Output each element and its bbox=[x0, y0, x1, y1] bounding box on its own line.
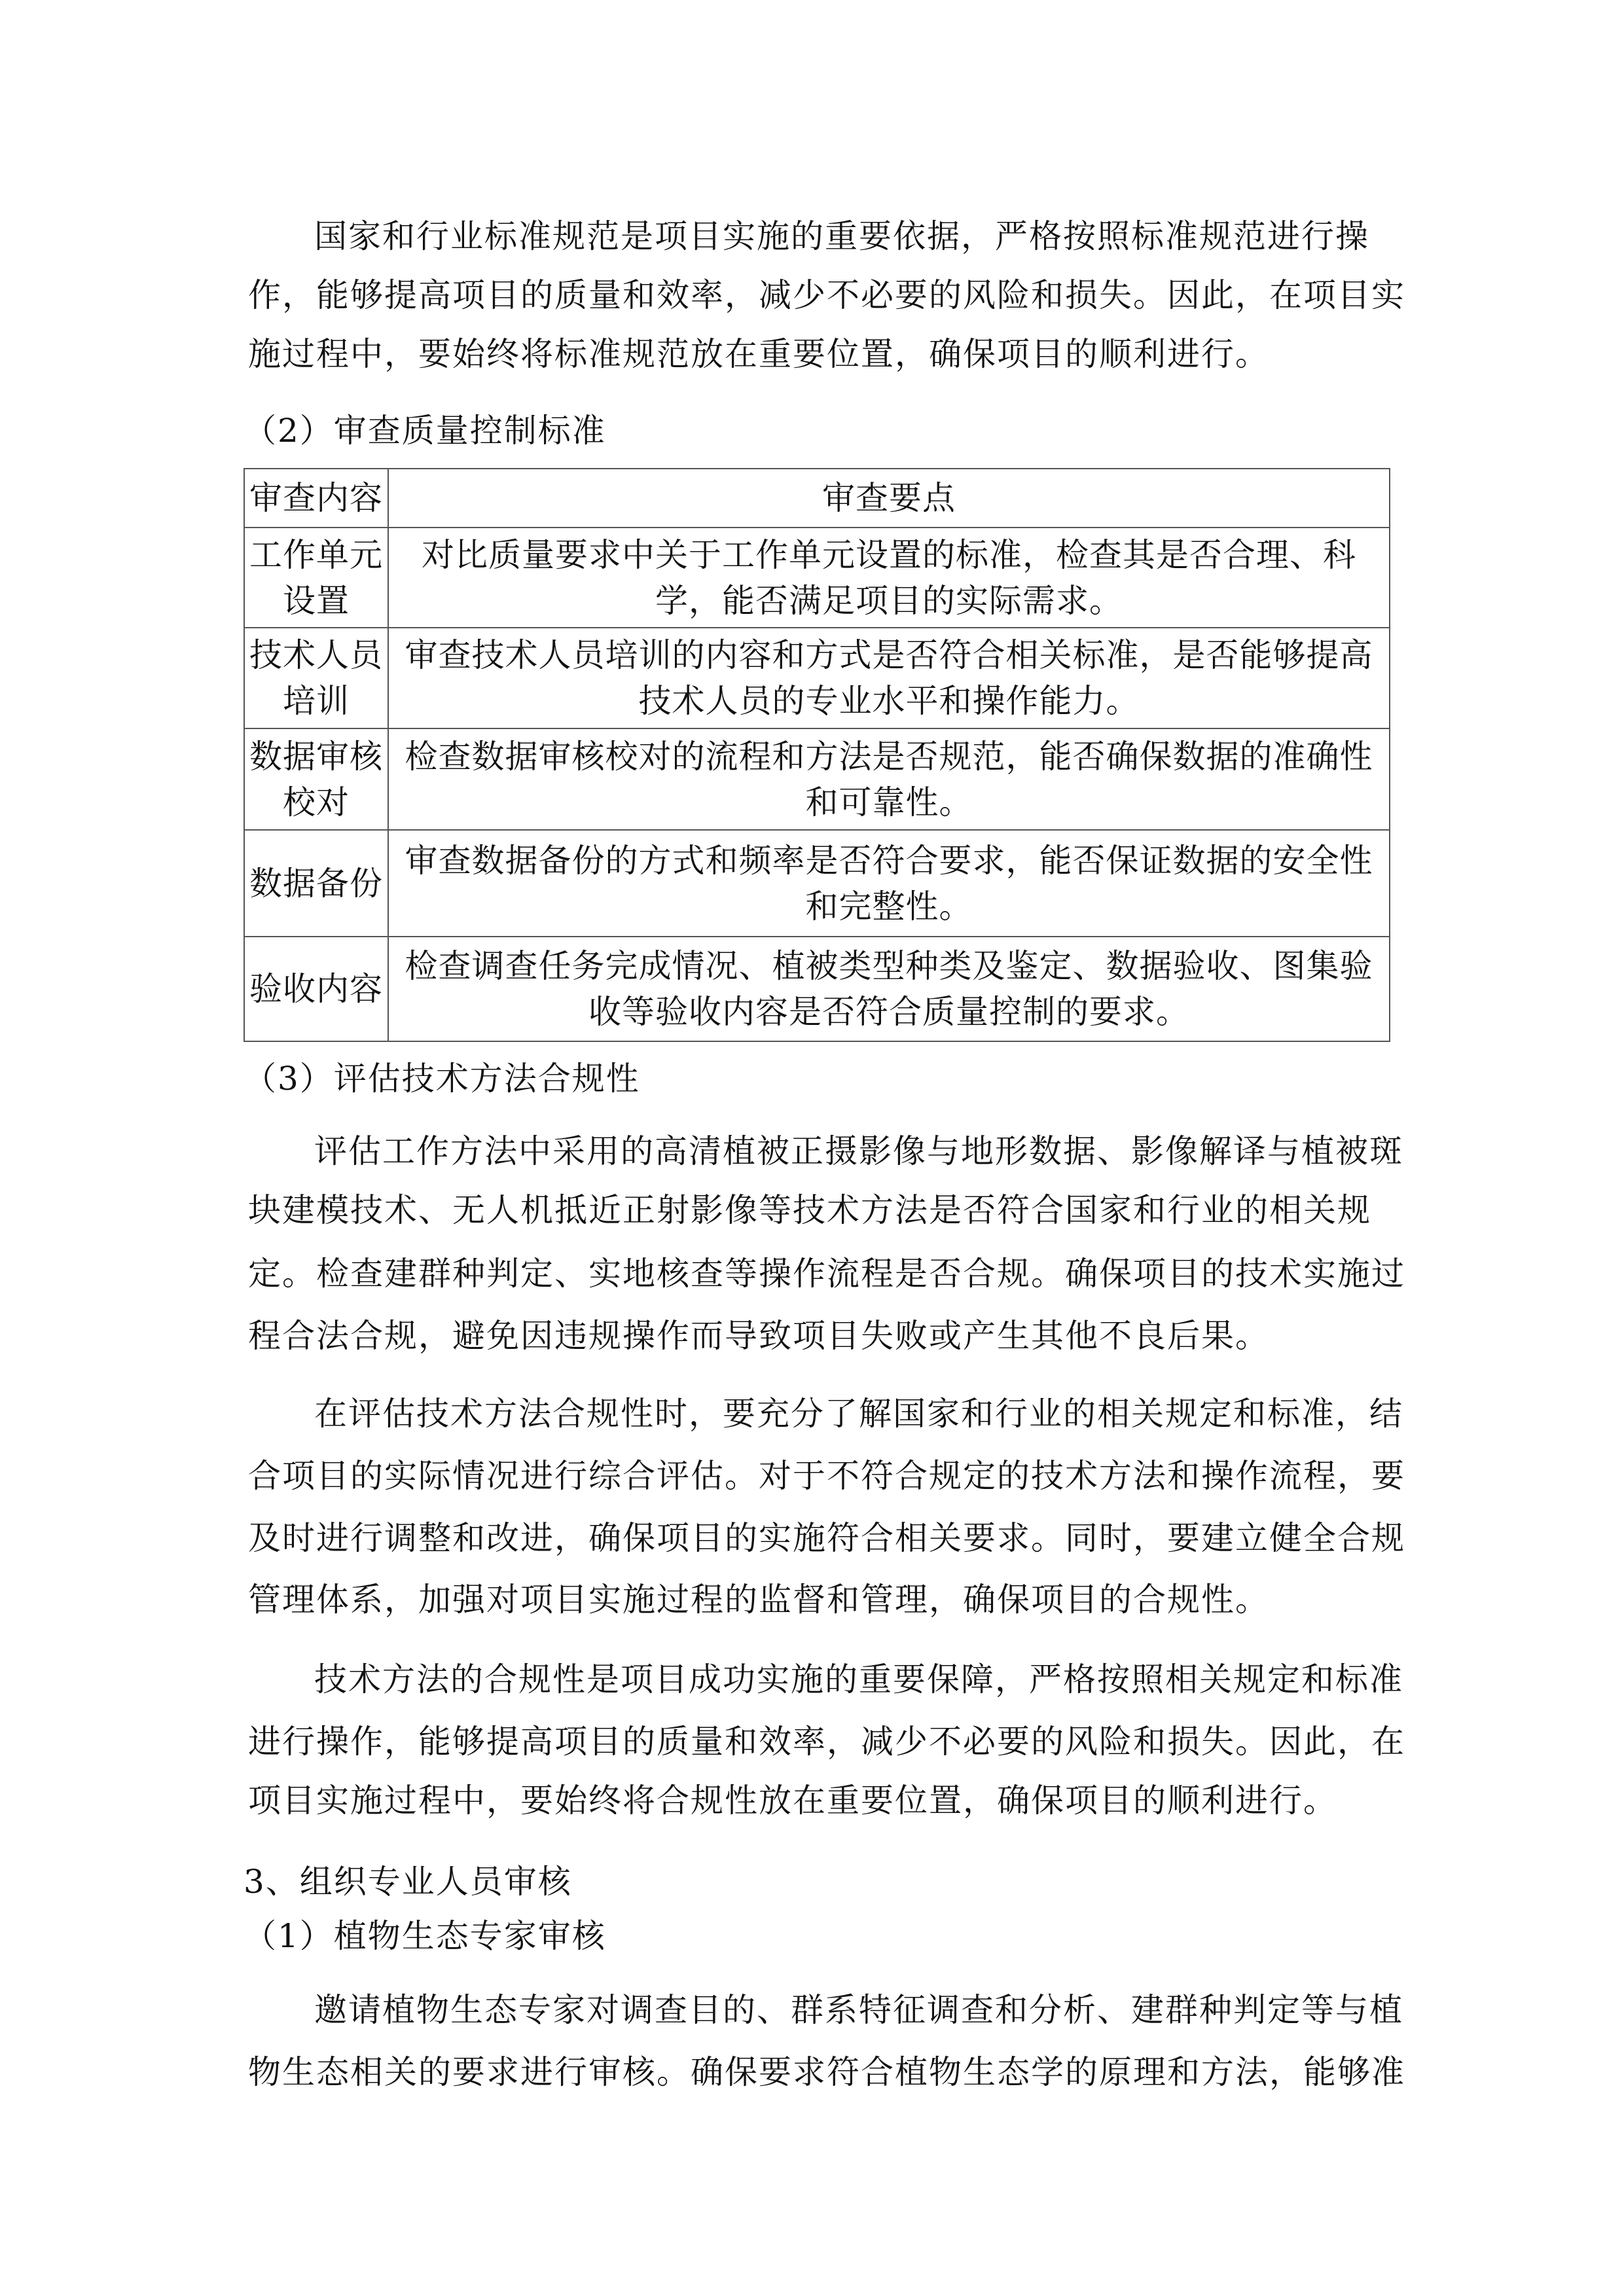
paragraph-line: 程合法合规，避免因违规操作而导致项目失败或产生其他不良后果。 bbox=[248, 1317, 1269, 1355]
table-cell-item: 数据审核校对 bbox=[244, 728, 388, 830]
paragraph-line: 项目实施过程中，要始终将合规性放在重要位置，确保项目的顺利进行。 bbox=[248, 1782, 1337, 1820]
table-row bbox=[244, 628, 1390, 728]
table-header-row bbox=[244, 469, 1390, 528]
table-cell-point: 检查数据审核校对的流程和方法是否规范，能否确保数据的准确性和可靠性。 bbox=[388, 728, 1390, 830]
table-cell-point: 对比质量要求中关于工作单元设置的标准，检查其是否合理、科学，能否满足项目的实际需求。 bbox=[388, 528, 1390, 628]
paragraph-line: 邀请植物生态专家对调查目的、群系特征调查和分析、建群种判定等与植 bbox=[314, 1991, 1403, 2029]
subheading: （2）审查质量控制标准 bbox=[244, 412, 606, 450]
paragraph-line: 管理体系，加强对项目实施过程的监督和管理，确保项目的合规性。 bbox=[248, 1581, 1269, 1619]
paragraph-line: 技术方法的合规性是项目成功实施的重要保障，严格按照相关规定和标准 bbox=[314, 1660, 1403, 1698]
table-row bbox=[244, 528, 1390, 628]
table-cell-point: 审查技术人员培训的内容和方式是否符合相关标准，是否能够提高技术人员的专业水平和操作能力。 bbox=[388, 628, 1390, 728]
table-cell-item: 工作单元设置 bbox=[244, 528, 388, 628]
paragraph-line: 物生态相关的要求进行审核。确保要求符合植物生态学的原理和方法，能够准 bbox=[248, 2053, 1405, 2091]
table-row bbox=[244, 937, 1390, 1041]
paragraph-line: 及时进行调整和改进，确保项目的实施符合相关要求。同时，要建立健全合规 bbox=[248, 1519, 1405, 1557]
quality-control-table bbox=[244, 468, 1390, 1042]
section-heading: 3、组织专业人员审核 bbox=[244, 1863, 572, 1901]
paragraph-line: 在评估技术方法合规性时，要充分了解国家和行业的相关规定和标准，结 bbox=[314, 1395, 1403, 1433]
table-cell-point: 检查调查任务完成情况、植被类型种类及鉴定、数据验收、图集验收等验收内容是否符合质量控制的要求。 bbox=[388, 937, 1390, 1041]
table-cell-item: 数据备份 bbox=[244, 830, 388, 937]
paragraph-line: 国家和行业标准规范是项目实施的重要依据，严格按照标准规范进行操 bbox=[314, 217, 1369, 255]
table-row bbox=[244, 728, 1390, 830]
paragraph-line: 进行操作，能够提高项目的质量和效率，减少不必要的风险和损失。因此，在 bbox=[248, 1723, 1405, 1761]
table-cell-point: 审查数据备份的方式和频率是否符合要求，能否保证数据的安全性和完整性。 bbox=[388, 830, 1390, 937]
table-cell-item: 验收内容 bbox=[244, 937, 388, 1041]
table-row bbox=[244, 830, 1390, 937]
paragraph-line: 作，能够提高项目的质量和效率，减少不必要的风险和损失。因此，在项目实 bbox=[248, 276, 1405, 314]
paragraph-line: 合项目的实际情况进行综合评估。对于不符合规定的技术方法和操作流程，要 bbox=[248, 1457, 1405, 1495]
table-header: 审查要点 bbox=[388, 469, 1390, 528]
paragraph-line: 定。检查建群种判定、实地核查等操作流程是否合规。确保项目的技术实施过 bbox=[248, 1255, 1405, 1293]
paragraph-line: 施过程中，要始终将标准规范放在重要位置，确保项目的顺利进行。 bbox=[248, 335, 1269, 373]
subheading: （1）植物生态专家审核 bbox=[244, 1917, 606, 1955]
paragraph-line: 评估工作方法中采用的高清植被正摄影像与地形数据、影像解译与植被斑 bbox=[314, 1132, 1403, 1170]
paragraph-line: 块建模技术、无人机抵近正射影像等技术方法是否符合国家和行业的相关规 bbox=[248, 1191, 1371, 1229]
table-header: 审查内容 bbox=[244, 469, 388, 528]
subheading: （3）评估技术方法合规性 bbox=[244, 1060, 640, 1098]
table-cell-item: 技术人员培训 bbox=[244, 628, 388, 728]
